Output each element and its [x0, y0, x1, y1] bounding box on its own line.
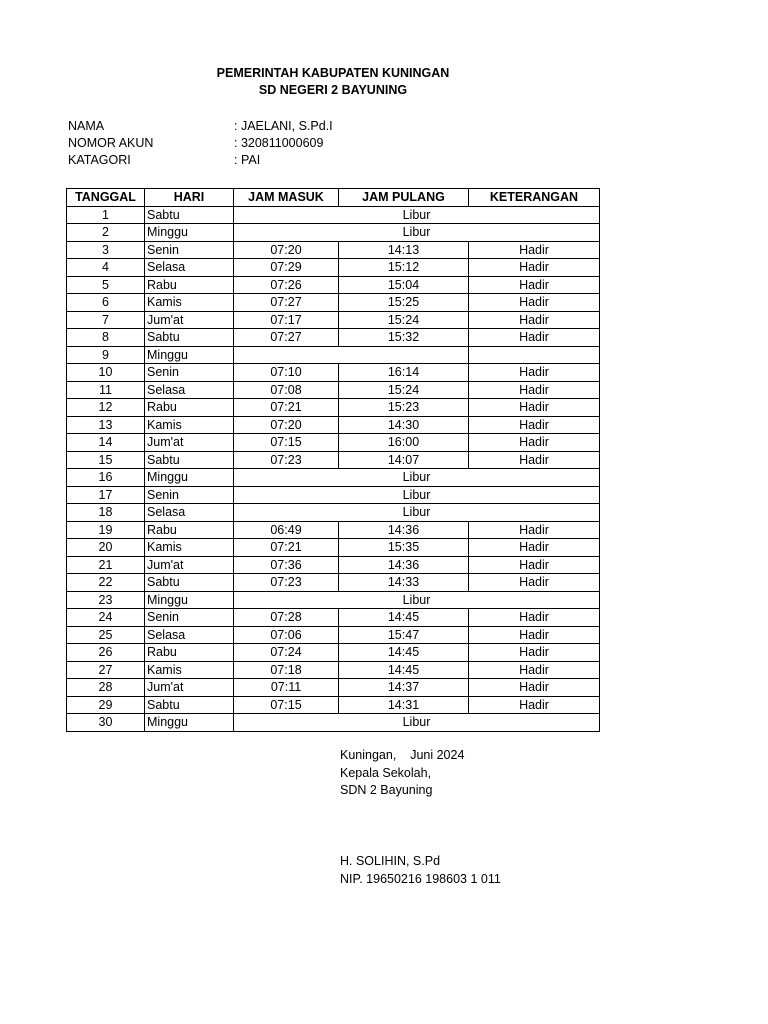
cell-keterangan: Hadir	[469, 311, 600, 329]
cell-keterangan-libur: Libur	[234, 591, 600, 609]
cell-keterangan-libur: Libur	[234, 486, 600, 504]
cell-hari: Senin	[145, 486, 234, 504]
cell-tanggal: 14	[67, 434, 145, 452]
cell-jam-pulang: 15:24	[339, 311, 469, 329]
cell-keterangan: Hadir	[469, 276, 600, 294]
info-value: : JAELANI, S.Pd.I	[234, 119, 333, 133]
cell-hari: Selasa	[145, 626, 234, 644]
cell-jam-pulang: 15:47	[339, 626, 469, 644]
table-row	[67, 591, 600, 609]
attendance-table	[66, 188, 600, 732]
cell-jam-masuk: 07:06	[234, 626, 339, 644]
signature-nip: NIP. 19650216 198603 1 011	[340, 871, 501, 886]
table-row	[67, 644, 600, 662]
cell-jam-pulang: 16:14	[339, 364, 469, 382]
cell-hari: Sabtu	[145, 574, 234, 592]
cell-hari: Sabtu	[145, 696, 234, 714]
cell-hari: Rabu	[145, 399, 234, 417]
cell-tanggal: 7	[67, 311, 145, 329]
cell-hari: Sabtu	[145, 206, 234, 224]
cell-jam-masuk: 07:23	[234, 574, 339, 592]
cell-tanggal: 6	[67, 294, 145, 312]
table-row	[67, 504, 600, 522]
cell-hari: Minggu	[145, 469, 234, 487]
cell-hari: Minggu	[145, 714, 234, 732]
cell-keterangan-libur: Libur	[234, 714, 600, 732]
cell-jam-masuk: 07:08	[234, 381, 339, 399]
cell-jam-masuk: 07:36	[234, 556, 339, 574]
header-line-2: SD NEGERI 2 BAYUNING	[258, 83, 408, 97]
cell-hari: Jum'at	[145, 434, 234, 452]
signature-school: SDN 2 Bayuning	[340, 783, 433, 797]
cell-hari: Selasa	[145, 381, 234, 399]
cell-tanggal: 23	[67, 591, 145, 609]
cell-tanggal: 28	[67, 679, 145, 697]
cell-hari: Minggu	[145, 224, 234, 242]
cell-keterangan: Hadir	[469, 644, 600, 662]
cell-keterangan: Hadir	[469, 241, 600, 259]
cell-keterangan: Hadir	[469, 451, 600, 469]
signature-position: Kepala Sekolah,	[340, 765, 432, 780]
cell-keterangan: Hadir	[469, 294, 600, 312]
table-row	[67, 679, 600, 697]
attendance-table-body	[67, 206, 600, 731]
cell-jam-masuk: 07:18	[234, 661, 339, 679]
cell-hari: Minggu	[145, 346, 234, 364]
cell-keterangan: Hadir	[469, 679, 600, 697]
cell-jam-masuk: 06:49	[234, 521, 339, 539]
cell-jam-masuk: 07:20	[234, 241, 339, 259]
table-row	[67, 416, 600, 434]
col-header-jam-masuk: JAM MASUK	[234, 189, 339, 207]
cell-tanggal: 30	[67, 714, 145, 732]
cell-tanggal: 27	[67, 661, 145, 679]
cell-hari: Kamis	[145, 294, 234, 312]
cell-tanggal: 4	[67, 259, 145, 277]
cell-hari: Rabu	[145, 276, 234, 294]
cell-jam-pulang: 14:45	[339, 644, 469, 662]
info-value: : 320811000609	[234, 136, 324, 150]
cell-keterangan-libur: Libur	[234, 224, 600, 242]
signature-name-block	[340, 854, 640, 889]
table-row	[67, 434, 600, 452]
info-label: KATAGORI	[68, 153, 131, 167]
cell-jam-masuk: 07:21	[234, 539, 339, 557]
cell-jam-pulang: 14:37	[339, 679, 469, 697]
table-header-row	[67, 189, 600, 207]
cell-hari: Sabtu	[145, 451, 234, 469]
cell-tanggal: 8	[67, 329, 145, 347]
info-value: : PAI	[234, 153, 261, 167]
signature-name: H. SOLIHIN, S.Pd	[340, 854, 441, 868]
cell-tanggal: 11	[67, 381, 145, 399]
cell-hari: Rabu	[145, 644, 234, 662]
cell-jam-pulang: 15:25	[339, 294, 469, 312]
cell-hari: Kamis	[145, 539, 234, 557]
col-header-tanggal: TANGGAL	[67, 189, 145, 207]
cell-jam-pulang: 14:36	[339, 521, 469, 539]
cell-hari: Sabtu	[145, 329, 234, 347]
cell-tanggal: 15	[67, 451, 145, 469]
cell-jam-pulang: 14:36	[339, 556, 469, 574]
cell-tanggal: 25	[67, 626, 145, 644]
cell-keterangan: Hadir	[469, 609, 600, 627]
table-row	[67, 574, 600, 592]
cell-jam-masuk: 07:23	[234, 451, 339, 469]
cell-tanggal: 26	[67, 644, 145, 662]
info-label: NOMOR AKUN	[68, 136, 154, 150]
cell-keterangan: Hadir	[469, 539, 600, 557]
info-label: NAMA	[68, 119, 105, 133]
cell-jam-masuk: 07:27	[234, 294, 339, 312]
table-row	[67, 469, 600, 487]
cell-tanggal: 17	[67, 486, 145, 504]
table-row	[67, 626, 600, 644]
table-row	[67, 294, 600, 312]
cell-jam-pulang: 15:24	[339, 381, 469, 399]
cell-hari: Senin	[145, 609, 234, 627]
col-header-jam-pulang: JAM PULANG	[339, 189, 469, 207]
table-row	[67, 539, 600, 557]
cell-tanggal: 13	[67, 416, 145, 434]
signature-block	[340, 748, 640, 801]
table-row	[67, 451, 600, 469]
cell-tanggal: 10	[67, 364, 145, 382]
cell-keterangan: Hadir	[469, 259, 600, 277]
cell-jam-pulang: 15:12	[339, 259, 469, 277]
cell-keterangan: Hadir	[469, 574, 600, 592]
cell-keterangan: Hadir	[469, 696, 600, 714]
cell-jam-masuk: 07:27	[234, 329, 339, 347]
table-row	[67, 486, 600, 504]
cell-tanggal: 22	[67, 574, 145, 592]
cell-keterangan: Hadir	[469, 329, 600, 347]
cell-keterangan: Hadir	[469, 626, 600, 644]
cell-keterangan: Hadir	[469, 556, 600, 574]
cell-jam-masuk: 07:17	[234, 311, 339, 329]
cell-tanggal: 5	[67, 276, 145, 294]
table-row	[67, 329, 600, 347]
cell-jam-merged-empty	[234, 346, 469, 364]
cell-hari: Senin	[145, 241, 234, 259]
cell-jam-masuk: 07:11	[234, 679, 339, 697]
cell-keterangan: Hadir	[469, 521, 600, 539]
cell-hari: Jum'at	[145, 311, 234, 329]
cell-hari: Jum'at	[145, 556, 234, 574]
cell-jam-pulang: 15:35	[339, 539, 469, 557]
cell-tanggal: 9	[67, 346, 145, 364]
cell-tanggal: 24	[67, 609, 145, 627]
cell-hari: Minggu	[145, 591, 234, 609]
signature-place-date: Kuningan, Juni 2024	[340, 748, 465, 762]
cell-hari: Kamis	[145, 416, 234, 434]
cell-keterangan: Hadir	[469, 399, 600, 417]
cell-hari: Jum'at	[145, 679, 234, 697]
table-row	[67, 311, 600, 329]
table-row	[67, 346, 600, 364]
cell-keterangan-libur: Libur	[234, 504, 600, 522]
cell-jam-pulang: 14:45	[339, 609, 469, 627]
table-row	[67, 276, 600, 294]
table-row	[67, 259, 600, 277]
cell-jam-masuk: 07:21	[234, 399, 339, 417]
employee-info	[68, 119, 468, 170]
cell-hari: Rabu	[145, 521, 234, 539]
cell-jam-pulang: 14:07	[339, 451, 469, 469]
cell-hari: Kamis	[145, 661, 234, 679]
cell-tanggal: 12	[67, 399, 145, 417]
col-header-keterangan: KETERANGAN	[469, 189, 600, 207]
cell-jam-pulang: 14:13	[339, 241, 469, 259]
cell-keterangan: Hadir	[469, 364, 600, 382]
table-row	[67, 206, 600, 224]
table-row	[67, 609, 600, 627]
cell-jam-pulang: 16:00	[339, 434, 469, 452]
cell-tanggal: 18	[67, 504, 145, 522]
cell-keterangan: Hadir	[469, 434, 600, 452]
cell-jam-pulang: 15:23	[339, 399, 469, 417]
cell-jam-masuk: 07:26	[234, 276, 339, 294]
cell-keterangan-libur: Libur	[234, 469, 600, 487]
header-line-1: PEMERINTAH KABUPATEN KUNINGAN	[216, 66, 450, 80]
cell-tanggal: 29	[67, 696, 145, 714]
table-row	[67, 399, 600, 417]
cell-jam-masuk: 07:28	[234, 609, 339, 627]
table-row	[67, 241, 600, 259]
cell-keterangan: Hadir	[469, 661, 600, 679]
cell-keterangan: Hadir	[469, 416, 600, 434]
cell-jam-pulang: 14:45	[339, 661, 469, 679]
table-row	[67, 364, 600, 382]
cell-jam-pulang: 14:30	[339, 416, 469, 434]
cell-tanggal: 20	[67, 539, 145, 557]
cell-tanggal: 21	[67, 556, 145, 574]
cell-jam-masuk: 07:20	[234, 416, 339, 434]
cell-jam-masuk: 07:29	[234, 259, 339, 277]
cell-jam-pulang: 14:33	[339, 574, 469, 592]
cell-keterangan-libur: Libur	[234, 206, 600, 224]
cell-tanggal: 2	[67, 224, 145, 242]
cell-tanggal: 16	[67, 469, 145, 487]
col-header-hari: HARI	[145, 189, 234, 207]
info-row-katagori	[68, 153, 468, 170]
cell-tanggal: 19	[67, 521, 145, 539]
table-row	[67, 381, 600, 399]
cell-tanggal: 1	[67, 206, 145, 224]
table-row	[67, 661, 600, 679]
cell-jam-pulang: 15:32	[339, 329, 469, 347]
info-row-nomor-akun	[68, 136, 468, 153]
cell-jam-masuk: 07:24	[234, 644, 339, 662]
cell-jam-pulang: 14:31	[339, 696, 469, 714]
table-row	[67, 714, 600, 732]
cell-hari: Selasa	[145, 259, 234, 277]
table-row	[67, 556, 600, 574]
table-row	[67, 696, 600, 714]
info-row-nama	[68, 119, 468, 136]
cell-hari: Selasa	[145, 504, 234, 522]
cell-jam-masuk: 07:10	[234, 364, 339, 382]
cell-keterangan: Hadir	[469, 381, 600, 399]
cell-jam-masuk: 07:15	[234, 434, 339, 452]
cell-keterangan	[469, 346, 600, 364]
table-row	[67, 521, 600, 539]
table-row	[67, 224, 600, 242]
cell-jam-masuk: 07:15	[234, 696, 339, 714]
cell-jam-pulang: 15:04	[339, 276, 469, 294]
cell-tanggal: 3	[67, 241, 145, 259]
cell-hari: Senin	[145, 364, 234, 382]
